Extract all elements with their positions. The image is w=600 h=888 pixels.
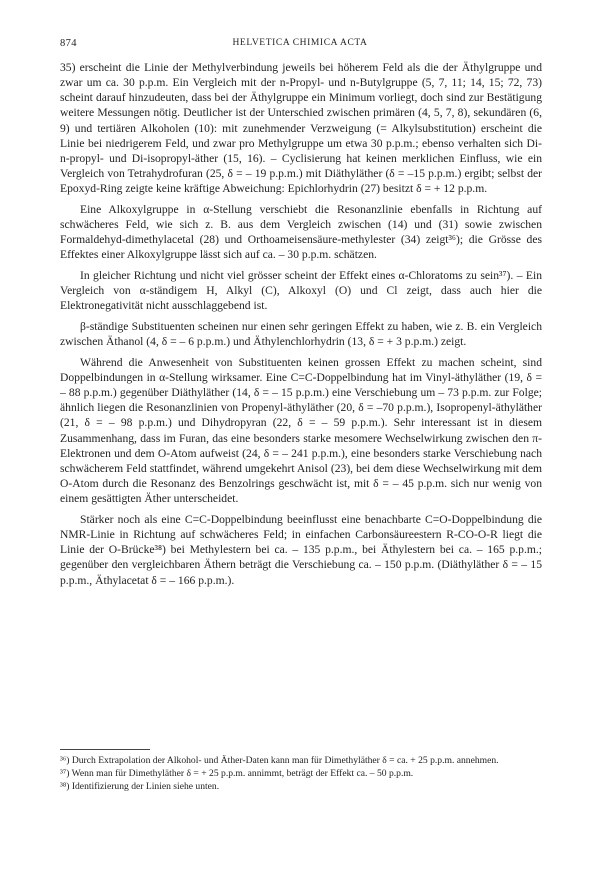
journal-title: HELVETICA CHIMICA ACTA <box>232 38 368 48</box>
page-number: 874 <box>60 38 77 49</box>
footnotes <box>60 755 542 794</box>
footnote-divider <box>60 749 150 750</box>
footnote: ³⁷) Wenn man für Dimethyläther δ = + 25 p.p.m. annimmt, beträgt der Effekt ca. – 50 p.p.m. <box>60 768 414 779</box>
paragraph: Während die Anwesenheit von Substituenten keinen grossen Effekt zu machen scheint, sind Doppelbindungen in α-Stellung wirksamer. Eine C=C-Doppelbindung hat im Vinyl-äthyläther (19, δ = – 88 p.p.m.) gegenüber Diäthyläther (14, δ = – 15 p.p.m.) eine Verschiebung um – 73 p.p.m. zur Folge; ähnlich liegen die Resonanzlinien von Propenyl-äthyläther (20, δ = –70 p.p.m.), Isopropenyl-äthyläther (21, δ = – 98 p.p.m.) und Dihydropyran (22, δ = – 59 p.p.m.). Sehr interessant ist in diesem Zusammenhang, dass im Furan, das eine besonders starke mesomere Wechselwirkung zwischen den π-Elektronen und dem O-Atom aufweist (24, δ = – 241 p.p.m.), eine besonders starke Verschiebung nach schwächerem Feld stattfindet, während umgekehrt Anisol (23), bei dem diese Wechselwirkung mit dem O-Atom durch die Resonanz des Benzolrings geschwächt ist, mit δ = – 45 p.p.m. sich nur wenig von einem gesättigten Äther unterscheidet. <box>60 355 542 506</box>
footnote: ³⁸) Identifizierung der Linien siehe unten. <box>60 781 220 792</box>
paragraph: In gleicher Richtung und nicht viel grösser scheint der Effekt eines α-Chloratoms zu sein³⁷). – Ein Vergleich von α-ständigem H, Alkyl (C), Alkoxyl (O) und Cl zeigt, dass auch hier die Elektronegativität nicht ausschlaggebend ist. <box>60 269 542 313</box>
page-header <box>60 38 540 52</box>
paragraph: Eine Alkoxylgruppe in α-Stellung verschiebt die Resonanzlinie ebenfalls in Richtung auf schwächeres Feld, wie sich z. B. aus dem Vergleich zwischen (14) und (31) sowie zwischen Formaldehyd-dimethylacetal (28) und Orthoameisensäure-methylester (34) zeigt³⁶); die Grösse des Effektes einer Alkoxylgruppe lässt sich auf ca. – 30 p.p.m. schätzen. <box>60 202 542 262</box>
paragraph: 35) erscheint die Linie der Methylverbindung jeweils bei höherem Feld als die der Äthylgruppe und zwar um ca. 30 p.p.m. Ein Vergleich mit der n-Propyl- und n-Butylgruppe (5, 7, 11; 14, 15; 72, 73) scheint darauf hinzudeuten, dass bei der Äthylgruppe ein Minimum vorliegt, doch sind zur Bestätigung weitere Messungen nötig. Deutlicher ist der Unterschied zwischen primären (4, 5, 7, 8), sekundären (6, 9) und tertiären Alkoholen (10): mit zunehmender Verzweigung (= Alkylsubstitution) erscheint die Linie bei niedrigerem Feld, und zwar pro Methylgruppe um etwa 30 p.p.m.; ebenso verhalten sich Di-n-propyl- und Di-isopropyl-äther (15, 16). – Cyclisierung hat keinen merklichen Einfluss, wie ein Vergleich von Tetrahydrofuran (25, δ = – 19 p.p.m.) mit Diäthyläther (δ = –15 p.p.m.) ergibt; selbst der Epoxyd-Ring zeigte keine kräftige Abweichung: Epichlorhydrin (27) besitzt δ = + 12 p.p.m. <box>60 61 542 196</box>
body-text <box>60 60 542 593</box>
footnote: ³⁶) Durch Extrapolation der Alkohol- und Äther-Daten kann man für Dimethyläther δ = ca. + 25 p.p.m. annehmen. <box>60 755 499 766</box>
paragraph: Stärker noch als eine C=C-Doppelbindung beeinflusst eine benachbarte C=O-Doppelbindung die NMR-Linie in Richtung auf schwächeres Feld; in einfachen Carbonsäureestern R-CO-O-R liegt die Linie der O-Brücke³⁸) bei Methylestern bei ca. – 135 p.p.m., bei Äthylestern bei ca. – 165 p.p.m.; gegenüber den vergleichbaren Äthern beträgt die Verschiebung ca. – 150 p.p.m. (Diäthyläther δ = – 15 p.p.m., Äthylacetat δ = – 166 p.p.m.). <box>60 512 542 587</box>
paragraph: β-ständige Substituenten scheinen nur einen sehr geringen Effekt zu haben, wie z. B. ein Vergleich zwischen Äthanol (4, δ = – 6 p.p.m.) und Äthylenchlorhydrin (13, δ = + 3 p.p.m.) zeigt. <box>60 320 542 349</box>
